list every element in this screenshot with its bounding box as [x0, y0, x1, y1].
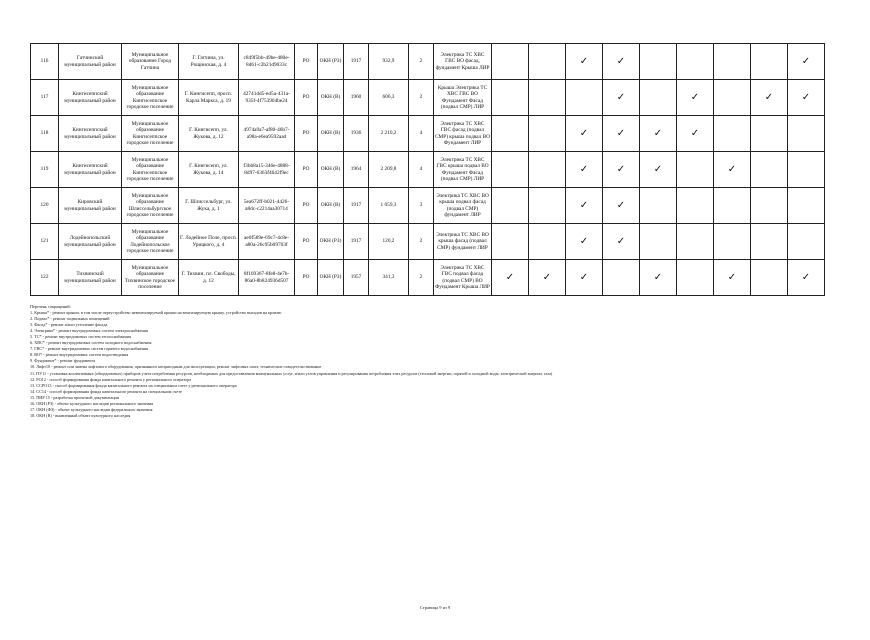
- work-flag-cell: [640, 80, 677, 116]
- work-flag-cell: [751, 44, 788, 80]
- checkmark-icon: ✓: [690, 127, 700, 139]
- checkmark-icon: ✓: [653, 271, 663, 283]
- work-flag-cell: [677, 80, 714, 116]
- work-flag-cell: [640, 260, 677, 296]
- work-flag-cell: [640, 116, 677, 152]
- municipality-cell: Муниципальное образование Лодейнопольское городское поселение: [122, 224, 179, 260]
- fias-code-cell: 42741dd5-ed5a-431a-935f-4f753904be24: [239, 80, 295, 116]
- district-cell: Гатчинский муниципальный район: [59, 44, 122, 80]
- work-flag-cell: [677, 188, 714, 224]
- work-flag-cell: [492, 116, 529, 152]
- checkmark-icon: ✓: [690, 91, 700, 103]
- table-row: [31, 44, 825, 80]
- row-number: 119: [31, 152, 59, 188]
- district-cell: Кингисеппский муниципальный район: [59, 116, 122, 152]
- legend-item: 18. ОКН (В) - выявленный объект культурного наследия: [30, 412, 131, 418]
- count-cell: 2: [409, 44, 434, 80]
- legend-item: 14. СС14 - способ формирования фонда капитального ремонта на специальном счете: [30, 388, 182, 394]
- district-cell: Лодейнопольский муниципальный район: [59, 224, 122, 260]
- works-cell: Электрика ТС ХВС ВО крыша подвал фасад (подвал СМР) фундамент ЛИР: [434, 188, 492, 224]
- work-flag-cell: [492, 224, 529, 260]
- fund-form-cell: РО: [295, 188, 318, 224]
- legend-item: 9. Фундамент* - ремонт фундамента: [30, 358, 96, 364]
- address-cell: Г. Шлиссельбург, ул. Жука, д. 1: [179, 188, 239, 224]
- legend-item: 10. Лифт10 - ремонт или замена лифтового оборудования, признанного непригодным для эксплуатации, ремонт лифтовых шахт, технические освидетельствование: [30, 364, 322, 370]
- municipality-cell: Муниципальное образование Шлиссельбургское городское поселение: [122, 188, 179, 224]
- checkmark-icon: ✓: [727, 271, 737, 283]
- municipality-cell: Муниципальное образование Кингисеппское городское поселение: [122, 116, 179, 152]
- legend-item: 5. ТС* - ремонт внутридомовых систем теплоснабжения: [30, 334, 131, 340]
- table-row: [31, 224, 825, 260]
- work-flag-cell: [566, 80, 603, 116]
- work-flag-cell: [529, 152, 566, 188]
- address-cell: Г. Лодейное Поле, просп. Урицкого, д. 4: [179, 224, 239, 260]
- work-flag-cell: [788, 116, 825, 152]
- checkmark-icon: ✓: [579, 199, 589, 211]
- legend-item: 15. ПИР 15 - разработка проектной документации: [30, 394, 120, 400]
- municipality-cell: Муниципальное образование Кингисеппское городское поселение: [122, 80, 179, 116]
- fias-code-cell: f3bb8a15-346e-4888-8d97-6363f4642f9ec: [239, 152, 295, 188]
- work-flag-cell: [566, 260, 603, 296]
- legend-item: 16. ОКН (РЗ) - объект культурного наследия регионального значения: [30, 400, 154, 406]
- district-cell: Кировский муниципальный район: [59, 188, 122, 224]
- address-cell: Г. Тихвин, пл. Свободы, д. 12: [179, 260, 239, 296]
- work-flag-cell: [640, 44, 677, 80]
- legend-item: 1. Крыша* - ремонт крыши, в том числе переустройство невентилируемой крыши на вентилируемую крышу, устройство выходов на кровлю: [30, 310, 282, 316]
- district-cell: Тихвинский муниципальный район: [59, 260, 122, 296]
- works-cell: Электрика ТС ХВС ГВС фасад (подвал СМР) крыша подвал ВО Фундамент ЛИР: [434, 116, 492, 152]
- work-flag-cell: [529, 188, 566, 224]
- checkmark-icon: ✓: [579, 127, 589, 139]
- work-flag-cell: [677, 116, 714, 152]
- work-flag-cell: [788, 80, 825, 116]
- count-cell: 2: [409, 224, 434, 260]
- fund-form-cell: РО: [295, 224, 318, 260]
- legend-item: 12. РО12 - способ формирования фонда капитального ремонта у регионального оператора: [30, 376, 192, 382]
- legend-title: Перечень сокращений:: [30, 304, 71, 309]
- work-flag-cell: [751, 80, 788, 116]
- checkmark-icon: ✓: [579, 55, 589, 67]
- checkmark-icon: ✓: [616, 235, 626, 247]
- work-flag-cell: [566, 224, 603, 260]
- work-flag-cell: [492, 44, 529, 80]
- work-flag-cell: [640, 188, 677, 224]
- area-cell: 120,2: [369, 224, 409, 260]
- heritage-status-cell: ОКН (В): [318, 80, 344, 116]
- fund-form-cell: РО: [295, 116, 318, 152]
- address-cell: Г. Кингисепп, ул. Жукова, д. 12: [179, 116, 239, 152]
- page-footer: Страница 9 из 9: [419, 605, 451, 610]
- year-cell: 1917: [344, 44, 369, 80]
- work-flag-cell: [492, 80, 529, 116]
- checkmark-icon: ✓: [616, 163, 626, 175]
- row-number: 122: [31, 260, 59, 296]
- work-flag-cell: [529, 80, 566, 116]
- work-flag-cell: [714, 152, 751, 188]
- work-flag-cell: [603, 116, 640, 152]
- work-flag-cell: [492, 188, 529, 224]
- area-cell: 2 210,2: [369, 116, 409, 152]
- fund-form-cell: РО: [295, 152, 318, 188]
- works-cell: Электрика ТС ХВС ГВС ВО фасад, фундамент Крыша ЛИР: [434, 44, 492, 80]
- fias-code-cell: 4974a9a7-af80-46b7-a98a-e6ea9592aad: [239, 116, 295, 152]
- work-flag-cell: [714, 116, 751, 152]
- checkmark-icon: ✓: [653, 163, 663, 175]
- work-flag-cell: [751, 260, 788, 296]
- work-flag-cell: [603, 44, 640, 80]
- work-flag-cell: [751, 116, 788, 152]
- work-flag-cell: [640, 224, 677, 260]
- legend-item: 8. ВО* - ремонт внутридомовых систем водоотведения: [30, 352, 129, 358]
- municipality-cell: Муниципальное образование Тихвинское городское поселение: [122, 260, 179, 296]
- work-flag-cell: [714, 188, 751, 224]
- work-flag-cell: [566, 116, 603, 152]
- works-cell: Электрика ТС ХВС ГВС крыша подвал ВО Фундамент Фасад (подвал СМР) ЛИР: [434, 152, 492, 188]
- fund-form-cell: РО: [295, 260, 318, 296]
- address-cell: Г. Гатчина, ул. Рощинская, д. 4: [179, 44, 239, 80]
- checkmark-icon: ✓: [801, 271, 811, 283]
- year-cell: 1960: [344, 80, 369, 116]
- fias-code-cell: ae0f589e-69c7-4c8e-a80a-26c95b09703f: [239, 224, 295, 260]
- count-cell: 2: [409, 80, 434, 116]
- fund-form-cell: РО: [295, 80, 318, 116]
- area-cell: 932,9: [369, 44, 409, 80]
- checkmark-icon: ✓: [616, 199, 626, 211]
- work-flag-cell: [714, 224, 751, 260]
- work-flag-cell: [714, 80, 751, 116]
- heritage-status-cell: ОКН (В): [318, 152, 344, 188]
- fias-code-cell: c849f5bb-49be-480e-8d61-c2b21d9033c: [239, 44, 295, 80]
- work-flag-cell: [603, 224, 640, 260]
- work-flag-cell: [640, 152, 677, 188]
- checkmark-icon: ✓: [764, 91, 774, 103]
- legend-item: 3. Фасад* - ремонт и/или утепление фасада: [30, 322, 108, 328]
- area-cell: 2 209,8: [369, 152, 409, 188]
- heritage-status-cell: ОКН (В): [318, 116, 344, 152]
- municipality-cell: Муниципальное образование Город Гатчина: [122, 44, 179, 80]
- legend-item: 13. СCРО13 - способ формирования фонда капитального ремонта на специальном счете у регионального оператора: [30, 382, 237, 388]
- work-flag-cell: [529, 116, 566, 152]
- address-cell: Г. Кингисепп, просп. Карла Маркса, д. 19: [179, 80, 239, 116]
- work-flag-cell: [677, 260, 714, 296]
- district-cell: Кингисеппский муниципальный район: [59, 152, 122, 188]
- checkmark-icon: ✓: [616, 55, 626, 67]
- checkmark-icon: ✓: [616, 127, 626, 139]
- work-flag-cell: [529, 260, 566, 296]
- works-cell: Крыша Электрика ТС ХВС ГВС ВО Фундамент Фасад (подвал СМР) ЛИР: [434, 80, 492, 116]
- work-flag-cell: [529, 224, 566, 260]
- table-row: [31, 152, 825, 188]
- work-flag-cell: [492, 260, 529, 296]
- work-flag-cell: [788, 44, 825, 80]
- checkmark-icon: ✓: [801, 91, 811, 103]
- works-cell: Электрика ТС ХВС ГВС подвал фасад (подвал СМР) ВО Фундамент Крыша ЛИР: [434, 260, 492, 296]
- count-cell: 4: [409, 116, 434, 152]
- area-cell: 1 059,3: [369, 188, 409, 224]
- legend-item: 4. Электрика* - ремонт внутридомовых систем электроснабжения: [30, 328, 148, 334]
- work-flag-cell: [714, 260, 751, 296]
- fund-form-cell: РО: [295, 44, 318, 80]
- legend-item: 2. Подвал* - ремонт подвальных помещений: [30, 316, 110, 322]
- work-flag-cell: [788, 224, 825, 260]
- year-cell: 1936: [344, 116, 369, 152]
- checkmark-icon: ✓: [579, 235, 589, 247]
- row-number: 117: [31, 80, 59, 116]
- work-flag-cell: [714, 44, 751, 80]
- checkmark-icon: ✓: [727, 163, 737, 175]
- count-cell: 4: [409, 152, 434, 188]
- legend-item: 17. ОКН (ФЗ) - объект культурного наследия федерального значения: [30, 406, 153, 412]
- heritage-status-cell: ОКН (РЗ): [318, 260, 344, 296]
- row-number: 121: [31, 224, 59, 260]
- municipality-cell: Муниципальное образование Кингисеппское городское поселение: [122, 152, 179, 188]
- row-number: 116: [31, 44, 59, 80]
- work-flag-cell: [751, 152, 788, 188]
- work-flag-cell: [566, 44, 603, 80]
- checkmark-icon: ✓: [801, 55, 811, 67]
- row-number: 120: [31, 188, 59, 224]
- table-row: [31, 188, 825, 224]
- legend-item: 11. ПУ11 - установка коллективных (общедомовых) приборов учета потребления ресурсов, необходимых для предоставления коммунальных услуг, и/или узлов управления и регулирования потребления этих ресурсов (тепловой энергии, горячей и холодной воды, электрической энергии, газа): [30, 370, 553, 376]
- checkmark-icon: ✓: [616, 91, 626, 103]
- year-cell: 1964: [344, 152, 369, 188]
- count-cell: 3: [409, 188, 434, 224]
- works-cell: Электрика ТС ХВС ВО крыша фасад (подвал СМР) фундамент ЛИР: [434, 224, 492, 260]
- table-row: [31, 260, 825, 296]
- work-flag-cell: [603, 152, 640, 188]
- checkmark-icon: ✓: [579, 163, 589, 175]
- work-flag-cell: [677, 152, 714, 188]
- register-table: [30, 43, 825, 296]
- work-flag-cell: [566, 152, 603, 188]
- work-flag-cell: [788, 188, 825, 224]
- table-row: [31, 116, 825, 152]
- work-flag-cell: [677, 44, 714, 80]
- checkmark-icon: ✓: [505, 271, 515, 283]
- work-flag-cell: [603, 260, 640, 296]
- legend-item: 7. ГВС* - ремонт внутридомовых систем горячего водоснабжения: [30, 346, 149, 352]
- work-flag-cell: [788, 260, 825, 296]
- count-cell: 2: [409, 260, 434, 296]
- work-flag-cell: [529, 44, 566, 80]
- heritage-status-cell: ОКН (РЗ): [318, 44, 344, 80]
- address-cell: Г. Кингисепп, ул. Жукова, д. 14: [179, 152, 239, 188]
- checkmark-icon: ✓: [579, 271, 589, 283]
- heritage-status-cell: ОКН (В): [318, 188, 344, 224]
- year-cell: 1917: [344, 224, 369, 260]
- area-cell: 606,3: [369, 80, 409, 116]
- heritage-status-cell: ОКН (РЗ): [318, 224, 344, 260]
- checkmark-icon: ✓: [542, 271, 552, 283]
- table-row: [31, 80, 825, 116]
- work-flag-cell: [603, 188, 640, 224]
- work-flag-cell: [751, 224, 788, 260]
- work-flag-cell: [788, 152, 825, 188]
- work-flag-cell: [677, 224, 714, 260]
- row-number: 118: [31, 116, 59, 152]
- fias-code-cell: 8f169367-8fe8-4e7b-86a0-8b824936d507: [239, 260, 295, 296]
- work-flag-cell: [492, 152, 529, 188]
- abbreviations-legend: [30, 304, 850, 419]
- year-cell: 1917: [344, 188, 369, 224]
- work-flag-cell: [566, 188, 603, 224]
- work-flag-cell: [751, 188, 788, 224]
- district-cell: Кингисеппский муниципальный район: [59, 80, 122, 116]
- year-cell: 1957: [344, 260, 369, 296]
- checkmark-icon: ✓: [653, 127, 663, 139]
- area-cell: 341,3: [369, 260, 409, 296]
- work-flag-cell: [603, 80, 640, 116]
- fias-code-cell: 5ea672ff-b021-4426-a8dc-c2214aa30714: [239, 188, 295, 224]
- legend-item: 6. ХВС* - ремонт внутридомовых систем холодного водоснабжения: [30, 340, 152, 346]
